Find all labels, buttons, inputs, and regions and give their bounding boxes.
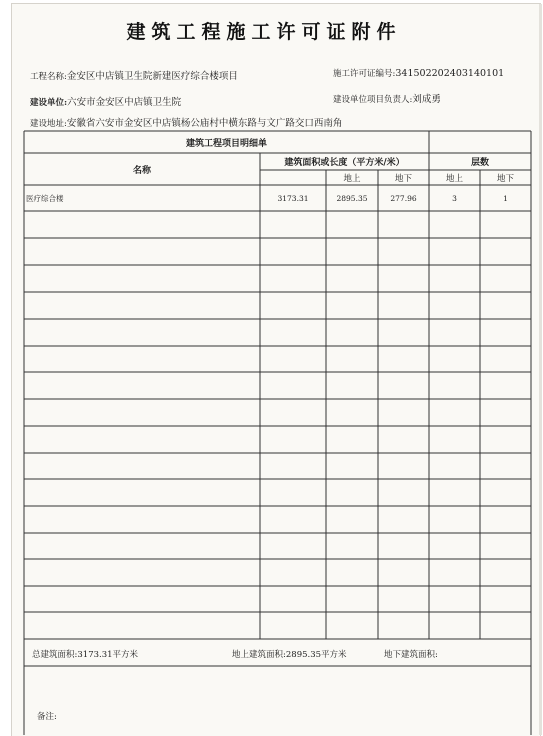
subheader-area-above: 地上	[343, 173, 361, 184]
builder-label: 建设单位:	[30, 98, 68, 108]
subheader-floors-below: 地下	[496, 173, 514, 184]
total-area-label: 总建筑面积:	[32, 650, 78, 660]
builder-value: 六安市金安区中店镇卫生院	[67, 97, 182, 108]
above-area-value: 2895.35平方米	[285, 650, 347, 660]
column-header-area: 建筑面积或长度（平方米/米）	[284, 158, 405, 168]
column-header-name: 名称	[132, 165, 151, 176]
total-area-summary	[32, 648, 138, 660]
above-area-summary	[232, 648, 347, 660]
row-floors-below: 1	[503, 193, 508, 203]
manager-label: 建设单位项目负责人:	[333, 95, 413, 105]
total-area-value: 3173.31平方米	[77, 650, 139, 660]
table-caption: 建筑工程项目明细单	[185, 138, 267, 149]
project-name-label: 工程名称:	[30, 72, 67, 82]
row-total-area: 3173.31	[277, 193, 309, 203]
permit-no-label: 施工许可证编号:	[333, 69, 396, 79]
permit-no-value: 341502202403140101	[395, 68, 505, 79]
document-title: 建筑工程施工许可证附件	[126, 21, 402, 43]
address-label: 建设地址:	[30, 119, 67, 129]
subheader-floors-above: 地上	[445, 173, 463, 184]
project-name-value: 金安区中店镇卫生院新建医疗综合楼项目	[66, 71, 238, 82]
row-floors-above: 3	[452, 193, 457, 203]
address-value: 安徽省六安市金安区中店镇杨公庙村中横东路与文广路交口西南角	[66, 118, 343, 129]
below-area-label: 地下建筑面积:	[384, 650, 438, 660]
manager-value: 刘成勇	[412, 94, 441, 105]
row-area-above: 2895.35	[336, 193, 368, 203]
subheader-area-below: 地下	[394, 173, 412, 184]
below-area-summary	[384, 648, 438, 660]
row-area-below: 277.96	[390, 193, 417, 203]
above-area-label: 地上建筑面积:	[232, 650, 286, 660]
column-header-floors: 层数	[470, 158, 489, 168]
remarks-label: 备注:	[37, 712, 57, 722]
row-name: 医疗综合楼	[26, 193, 64, 203]
